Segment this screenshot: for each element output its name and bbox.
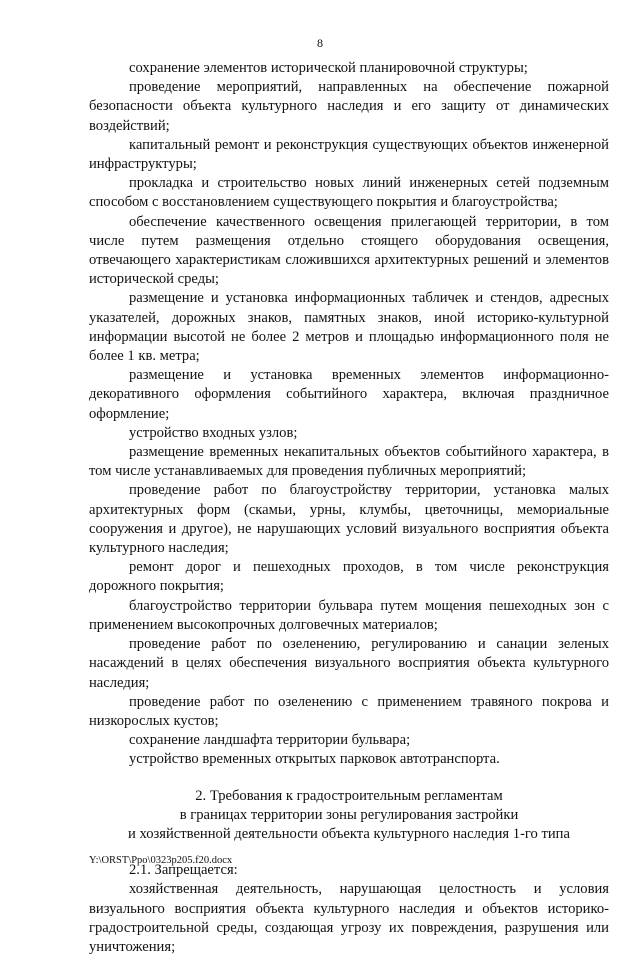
paragraph: обеспечение качественного освещения прилегающей территории, в том числе путем размещения отдельно стоящего оборудования освещения, отвечающего характеристикам сложившихся архитектурных решений и элементов исторической среды; xyxy=(89,213,609,288)
subsection-label: 2.1. Запрещается: xyxy=(129,862,238,879)
page-number: 8 xyxy=(317,36,323,50)
paragraph: сохранение элементов исторической планировочной структуры; xyxy=(129,60,528,76)
paragraph: проведение работ по благоустройству территории, установка малых архитектурных форм (скамьи, урны, клумбы, цветочницы, мемориальные сооружения и другое), не нарушающих условий визуального восприятия объекта культурного наследия; xyxy=(89,482,609,557)
paragraph: проведение мероприятий, направленных на обеспечение пожарной безопасности объекта культурного наследия и его защиту от динамических воздействий; xyxy=(89,79,609,134)
heading-line: 2. Требования к градостроительным регламентам xyxy=(195,787,503,804)
paragraph: размещение временных некапитальных объектов событийного характера, в том числе устанавливаемых для проведения публичных мероприятий; xyxy=(89,444,609,480)
paragraph: сохранение ландшафта территории бульвара; xyxy=(129,732,411,749)
paragraph: устройство входных узлов; xyxy=(129,424,298,441)
document-body xyxy=(89,59,609,957)
paragraph: устройство временных открытых парковок автотранспорта. xyxy=(129,751,500,768)
paragraph: размещение и установка информационных табличек и стендов, адресных указателей, дорожных знаков, памятных знаков, иной историко-культурной информации высотой не более 2 метров и площадью информационного поля не более 1 кв. метра; xyxy=(89,290,609,365)
paragraph: размещение и установка временных элементов информационно-декоративного оформления событийного характера, включая праздничное оформление; xyxy=(89,367,609,422)
section-heading xyxy=(89,787,609,845)
footer-file-path: Y:\ORST\Ppo\0323p205.f20.docx xyxy=(89,855,233,866)
paragraph: ремонт дорог и пешеходных проходов, в том числе реконструкция дорожного покрытия; xyxy=(89,559,609,595)
paragraph: хозяйственная деятельность, нарушающая целостность и условия визуального восприятия объекта культурного наследия и объектов историко-градостроительной среды, создающая угрозу их повреждения, разрушения или уничтожения; xyxy=(89,881,609,955)
heading-line: и хозяйственной деятельности объекта культурного наследия 1-го типа xyxy=(128,825,570,842)
paragraph: проведение работ по озеленению, регулированию и санации зеленых насаждений в целях обеспечения визуального восприятия объекта культурного наследия; xyxy=(89,636,609,691)
paragraph: благоустройство территории бульвара путем мощения пешеходных зон с применением высокопрочных долговечных материалов; xyxy=(89,597,609,633)
paragraph: капитальный ремонт и реконструкция существующих объектов инженерной инфраструктуры; xyxy=(89,136,609,173)
paragraph: проведение работ по озеленению с применением травяного покрова и низкорослых кустов; xyxy=(89,693,609,729)
paragraph: прокладка и строительство новых линий инженерных сетей подземным способом с восстановлением существующего покрытия и благоустройства; xyxy=(89,175,609,211)
heading-line: в границах территории зоны регулирования застройки xyxy=(179,806,519,823)
